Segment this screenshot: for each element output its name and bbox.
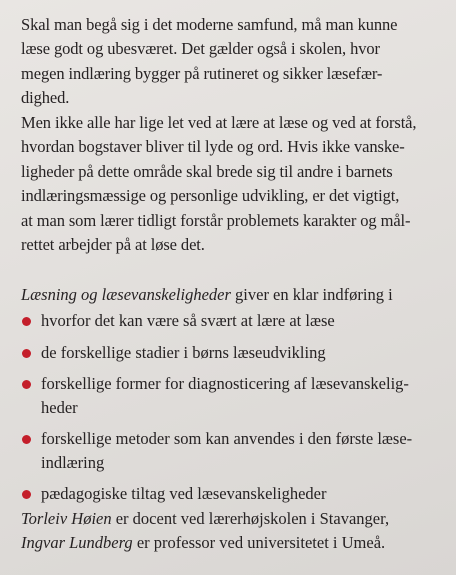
text-line: Men ikke alle har lige let ved at lære at læse og ved at forstå, — [21, 113, 417, 132]
text-line: Skal man begå sig i det moderne samfund, må man kunne — [21, 15, 398, 34]
topics-list — [21, 309, 412, 514]
text-line: ligheder på dette område skal brede sig til andre i barnets — [21, 161, 393, 181]
text-line: læse godt og ubesværet. Det gælder også i skolen, hvor — [21, 39, 380, 59]
list-item-text: forskellige former for diagnosticering af læsevanskelig- — [41, 374, 409, 393]
author-line — [21, 507, 389, 531]
text-line: hvordan bogstaver bliver til lyde og ord. Hvis ikke vanske- — [21, 137, 405, 157]
book-intro-line — [21, 283, 393, 307]
author-description: er docent ved lærerhøjskolen i Stavanger, — [111, 509, 390, 528]
list-item — [21, 372, 412, 419]
red-bullet-icon — [22, 349, 31, 358]
list-item — [21, 482, 412, 506]
list-item-text: indlæring — [41, 452, 105, 472]
red-bullet-icon — [22, 317, 31, 326]
paragraph-reading-importance — [21, 13, 397, 111]
intro-text: giver en klar indføring i — [230, 285, 393, 304]
list-item-text: pædagogiske tiltag ved læsevanskeligheder — [41, 484, 327, 503]
list-item — [21, 309, 412, 333]
book-title: Læsning og læsevanskeligheder — [21, 285, 231, 304]
list-item-text: heder — [41, 397, 78, 417]
text-line: rettet arbejder på at løse det. — [21, 235, 205, 255]
red-bullet-icon — [22, 380, 31, 389]
text-line: indlæringsmæssige og personlige udvikling, er det vigtigt, — [21, 186, 400, 206]
list-item-text: hvorfor det kan være så svært at lære at læse — [41, 311, 335, 330]
author-name: Ingvar Lundberg — [21, 532, 133, 552]
red-bullet-icon — [22, 435, 31, 444]
author-name: Torleiv Høien — [21, 509, 112, 528]
list-item — [21, 341, 412, 365]
author-line — [21, 531, 389, 555]
author-info — [21, 507, 389, 554]
paragraph-reading-difficulties — [21, 111, 416, 257]
text-line: megen indlæring bygger på rutineret og sikker læsefær- — [21, 63, 383, 83]
list-item-text: de forskellige stadier i børns læseudvikling — [41, 342, 326, 362]
author-description: er professor ved universitetet i Umeå. — [132, 532, 386, 552]
text-line: dighed. — [21, 88, 70, 108]
list-item — [21, 427, 412, 474]
red-bullet-icon — [22, 490, 31, 499]
text-line: at man som lærer tidligt forstår problemets karakter og mål- — [21, 210, 411, 230]
list-item-text: forskellige metoder som kan anvendes i den første læse- — [41, 429, 413, 448]
